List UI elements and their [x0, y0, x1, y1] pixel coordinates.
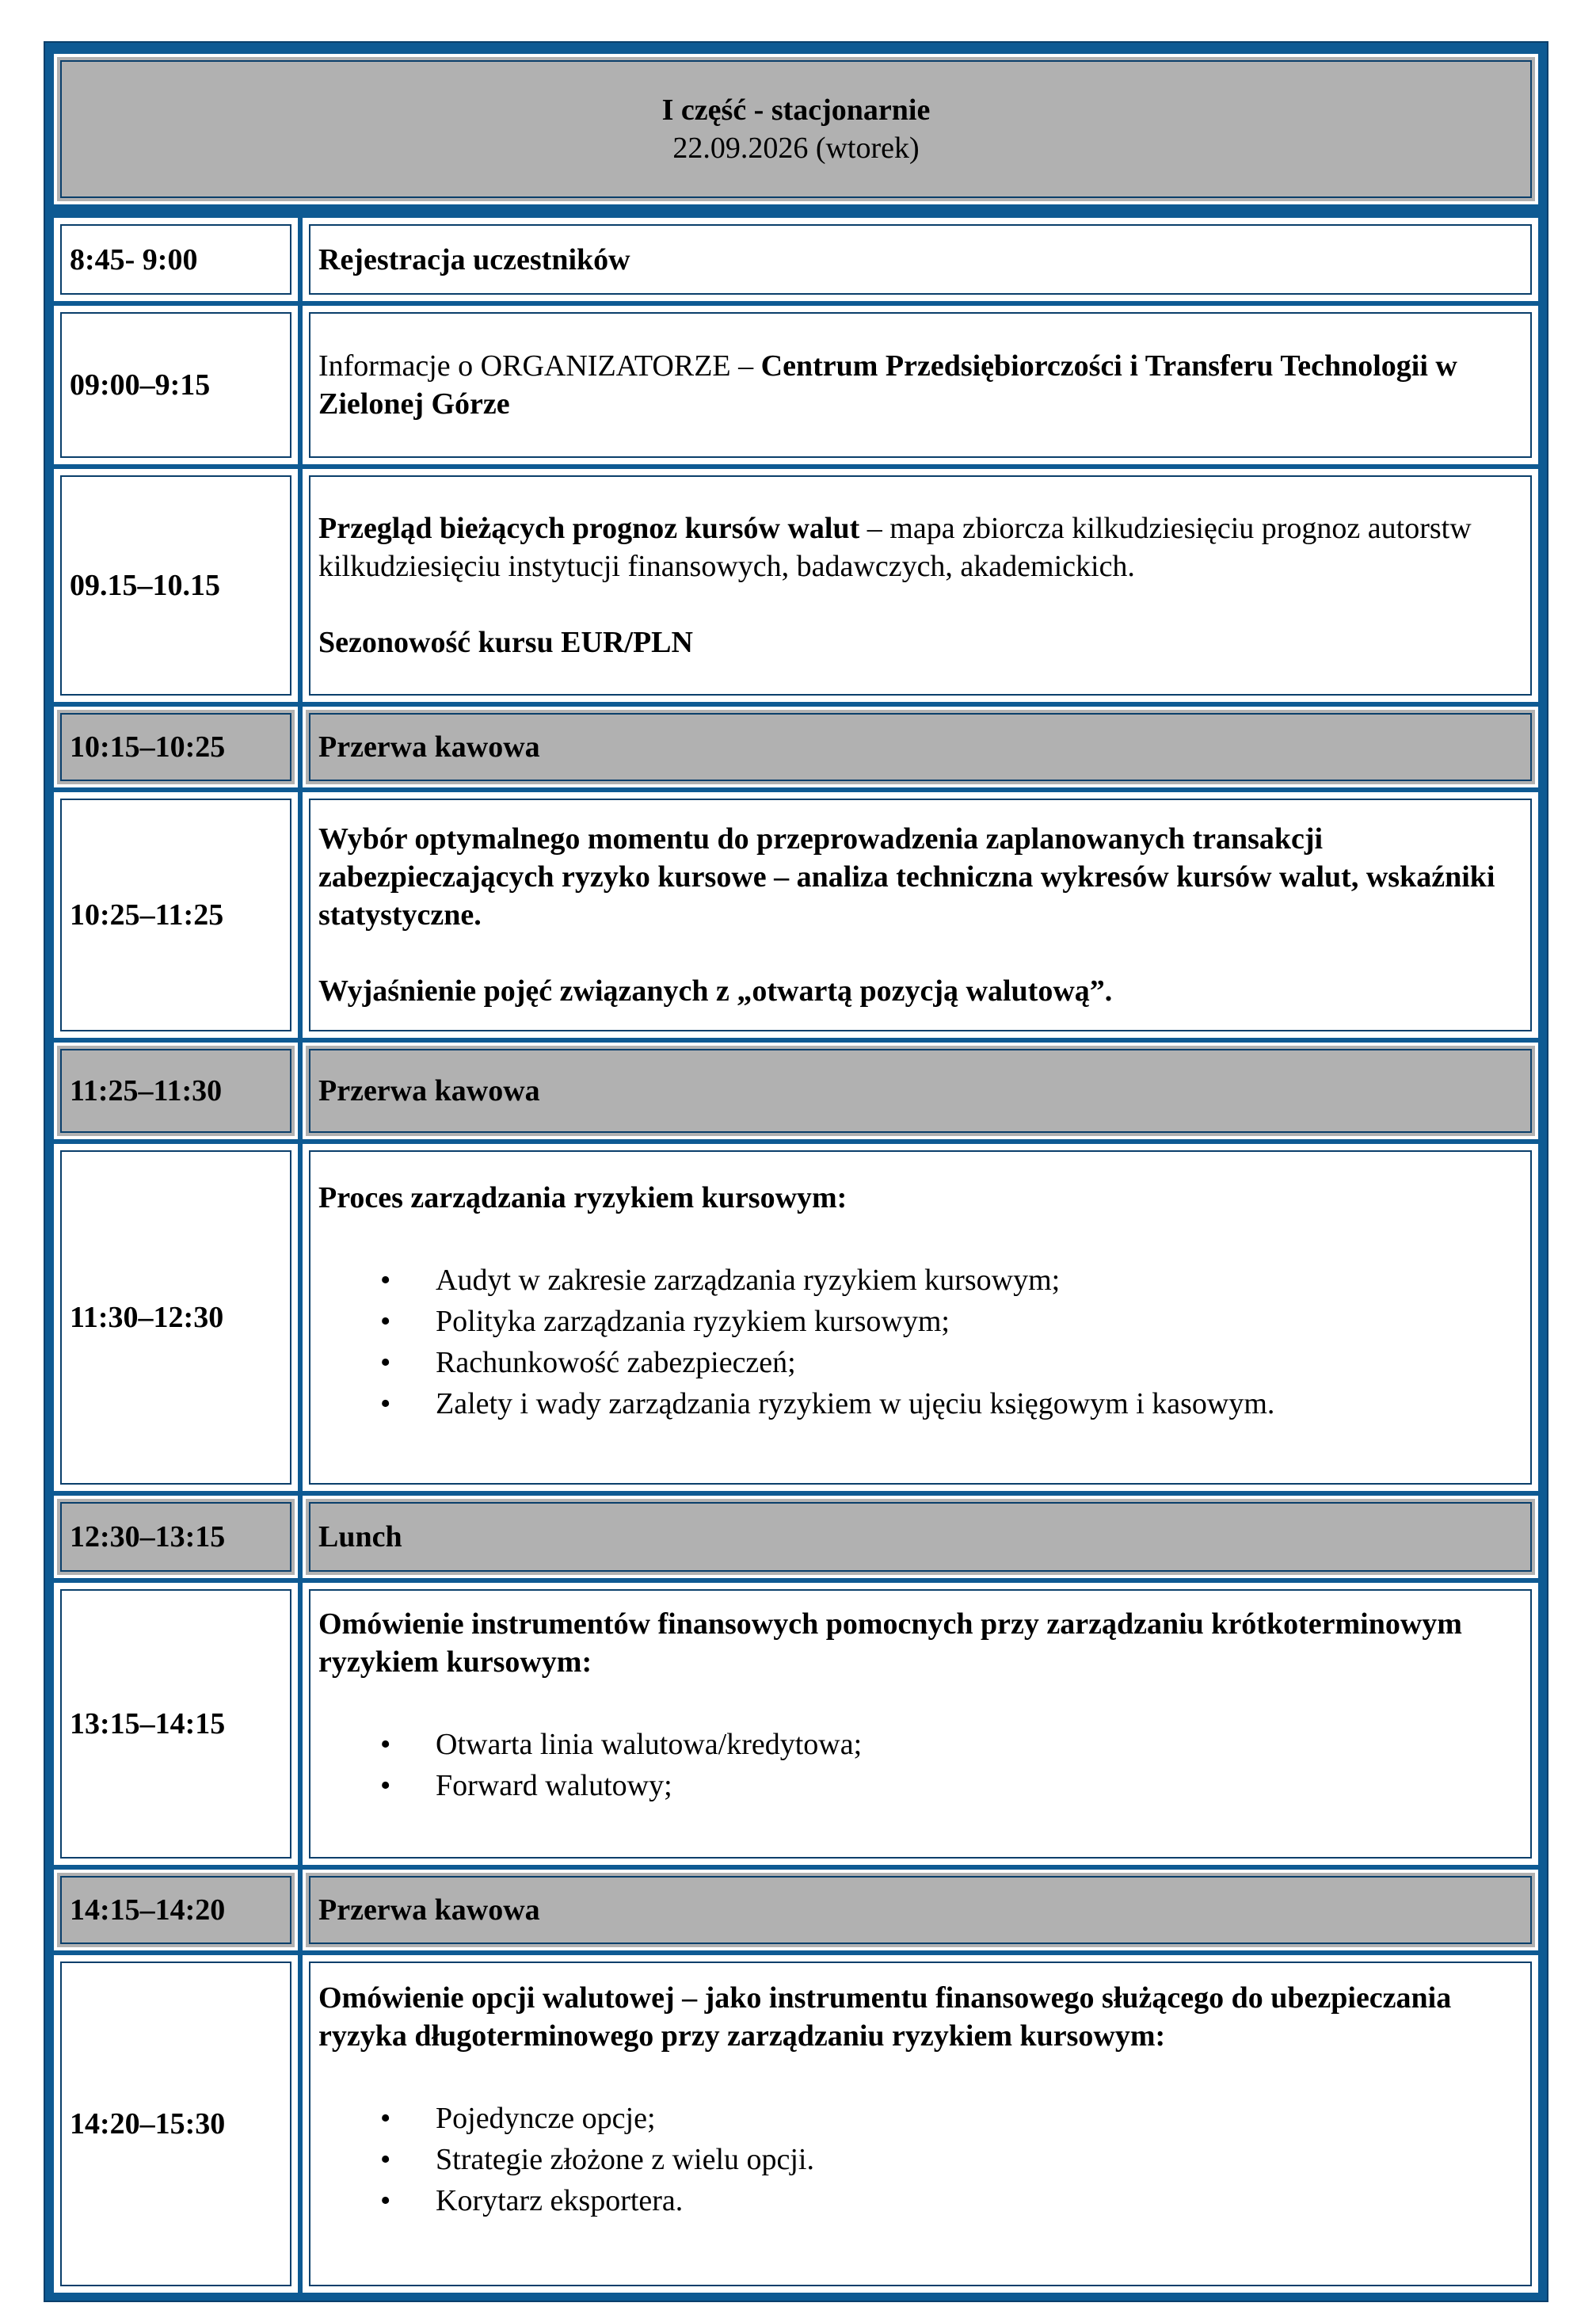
session-subtopic: Sezonowość kursu EUR/PLN: [318, 626, 693, 659]
organizer-intro: Informacje o ORGANIZATORZE –: [318, 349, 761, 383]
topic-item: • Otwarta linia walutowa/kredytowa;: [318, 1724, 1522, 1765]
time-cell: [54, 306, 298, 464]
time-cell: [54, 1043, 298, 1139]
time-label: 10:15–10:25: [70, 730, 226, 764]
time-cell: [54, 1955, 298, 2293]
time-label: 8:45- 9:00: [70, 242, 198, 276]
topic-item: • Audyt w zakresie zarządzania ryzykiem kursowym;: [318, 1260, 1522, 1301]
topic-item: • Zalety i wady zarządzania ryzykiem w ujęciu księgowym i kasowym.: [318, 1383, 1522, 1424]
time-label: 09:00–9:15: [70, 368, 211, 402]
session-cell: [303, 306, 1538, 464]
session-cell: [303, 1955, 1538, 2293]
break-label: Lunch: [318, 1520, 402, 1554]
organizer-name: Centrum Przedsiębiorczości i Transferu Technologii w Zielonej Górze: [318, 349, 1457, 421]
topic-item: • Pojedyncze opcje;: [318, 2098, 1522, 2139]
session-cell: [303, 1144, 1538, 1491]
time-cell: [54, 707, 298, 787]
session-cell: [303, 469, 1538, 702]
time-cell: [54, 218, 298, 301]
session-topic: Wybór optymalnego momentu do przeprowadzenia zaplanowanych transakcji zabezpieczających ryzyko kursowe – analiza techniczna wykresów kursów walut, wskaźniki statystyczne.: [318, 822, 1495, 932]
time-cell: [54, 469, 298, 702]
break-cell: [303, 1043, 1538, 1139]
session-heading: Omówienie instrumentów finansowych pomocnych przy zarządzaniu krótkoterminowym ryzykiem kursowym:: [318, 1607, 1462, 1679]
agenda-header: [54, 54, 1538, 204]
session-heading: Omówienie opcji walutowej – jako instrumentu finansowego służącego do ubezpieczania ryzyka długoterminowego przy zarządzaniu ryzykiem kursowym:: [318, 1981, 1452, 2053]
time-cell: [54, 792, 298, 1038]
time-label: 14:15–14:20: [70, 1893, 226, 1927]
time-label: 12:30–13:15: [70, 1520, 226, 1554]
break-cell: [303, 707, 1538, 787]
time-label: 13:15–14:15: [70, 1707, 226, 1740]
break-label: Przerwa kawowa: [318, 730, 540, 764]
time-cell: [54, 1583, 298, 1865]
break-cell: [303, 1870, 1538, 1950]
agenda-title: I część - stacjonarnie: [661, 93, 931, 127]
time-label: 09.15–10.15: [70, 569, 220, 602]
session-subtopic: Wyjaśnienie pojęć związanych z „otwartą pozycją walutową”.: [318, 974, 1113, 1008]
session-cell: [303, 218, 1538, 301]
agenda-date: 22.09.2026 (wtorek): [672, 132, 920, 165]
session-title: Rejestracja uczestników: [318, 242, 630, 276]
topic-item: • Strategie złożone z wielu opcji.: [318, 2139, 1522, 2180]
topic-list: [318, 1260, 1522, 1424]
time-cell: [54, 1870, 298, 1950]
session-cell: [303, 1583, 1538, 1865]
topic-list: [318, 2098, 1522, 2221]
topic-item: • Forward walutowy;: [318, 1765, 1522, 1806]
topic-item: • Korytarz eksportera.: [318, 2180, 1522, 2221]
time-label: 10:25–11:25: [70, 898, 224, 932]
topic-item: • Polityka zarządzania ryzykiem kursowym;: [318, 1301, 1522, 1342]
session-description: [318, 509, 1522, 585]
break-label: Przerwa kawowa: [318, 1074, 540, 1108]
session-topic-detail: – mapa zbiorcza kilkudziesięciu prognoz autorstw kilkudziesięciu instytucji finansowych, badawczych, akademickich.: [318, 512, 1472, 583]
session-heading: Proces zarządzania ryzykiem kursowym:: [318, 1181, 848, 1214]
break-label: Przerwa kawowa: [318, 1893, 540, 1927]
time-label: 11:25–11:30: [70, 1074, 223, 1108]
time-cell: [54, 1496, 298, 1578]
break-cell: [303, 1496, 1538, 1578]
time-label: 11:30–12:30: [70, 1301, 224, 1334]
time-cell: [54, 1144, 298, 1491]
session-topic: Przegląd bieżących prognoz kursów walut: [318, 512, 860, 545]
topic-list: [318, 1724, 1522, 1806]
session-cell: [303, 792, 1538, 1038]
topic-item: • Rachunkowość zabezpieczeń;: [318, 1342, 1522, 1383]
time-label: 14:20–15:30: [70, 2107, 226, 2141]
session-description: [318, 347, 1522, 423]
